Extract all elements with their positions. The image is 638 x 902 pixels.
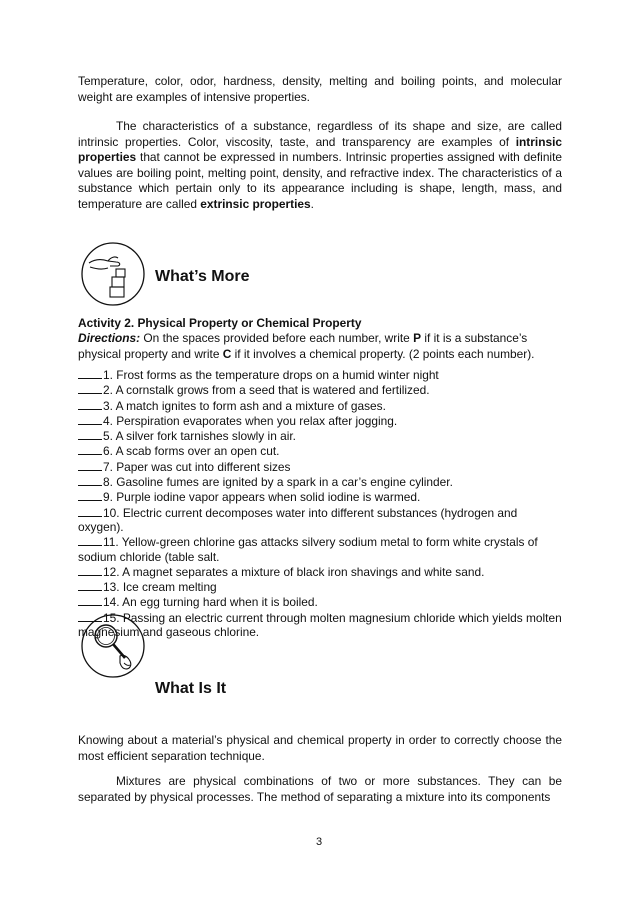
list-item: 6. A scab forms over an open cut. bbox=[78, 443, 562, 458]
list-item: 10. Electric current decomposes water into different substances (hydrogen and oxygen). bbox=[78, 505, 518, 534]
list-item: 13. Ice cream melting bbox=[78, 579, 562, 594]
list-item: 1. Frost forms as the temperature drops on a humid winter night bbox=[78, 367, 562, 382]
list-item: 2. A cornstalk grows from a seed that is watered and fertilized. bbox=[78, 382, 562, 397]
answer-blank[interactable] bbox=[78, 367, 102, 379]
intro-paragraph-2: The characteristics of a substance, regardless of its shape and size, are called intrinsic properties. Color, viscosity, taste, and transparency are examples of intrinsic properties that cannot be expressed in numbers. Intrinsic properties assigned with definite values are boiling point, melting point, density, and refractive index. The characteristics of a substance which pertain only to its appearance including is shape, length, mass, and temperature are called extrinsic properties. bbox=[78, 119, 562, 211]
answer-blank[interactable] bbox=[78, 489, 102, 501]
answer-blank[interactable] bbox=[78, 579, 102, 591]
answer-blank[interactable] bbox=[78, 382, 102, 394]
list-item: 11. Yellow-green chlorine gas attacks silvery sodium metal to form white crystals of sodium chloride (table salt. bbox=[78, 535, 538, 564]
list-item: 15. Passing an electric current through molten magnesium chloride which yields molten magnesium and gaseous chlorine. bbox=[78, 610, 562, 640]
closing-paragraph-1: Knowing about a material’s physical and chemical property in order to correctly choose the most efficient separation technique. bbox=[78, 733, 562, 763]
answer-blank[interactable] bbox=[78, 474, 102, 486]
answer-blank[interactable] bbox=[78, 594, 102, 606]
activity-directions: Directions: On the spaces provided before each number, write P if it is a substance’s physical property and write C if it involves a chemical property. (2 points each number). bbox=[78, 331, 535, 361]
list-item: 12. A magnet separates a mixture of black iron shavings and white sand. bbox=[78, 564, 562, 579]
list-item: 3. A match ignites to form ash and a mixture of gases. bbox=[78, 398, 562, 413]
answer-blank[interactable] bbox=[78, 534, 102, 546]
answer-blank[interactable] bbox=[78, 505, 102, 517]
whats-more-heading: What’s More bbox=[155, 268, 250, 285]
answer-blank[interactable] bbox=[78, 564, 102, 576]
what-is-it-heading: What Is It bbox=[155, 680, 227, 697]
magnifying-glass-icon bbox=[80, 613, 146, 679]
list-item: 14. An egg turning hard when it is boiled. bbox=[78, 594, 562, 609]
answer-blank[interactable] bbox=[78, 459, 102, 471]
page-number: 3 bbox=[315, 836, 323, 848]
list-item: 4. Perspiration evaporates when you relax after jogging. bbox=[78, 413, 562, 428]
answer-blank[interactable] bbox=[78, 443, 102, 455]
list-item: 8. Gasoline fumes are ignited by a spark in a car’s engine cylinder. bbox=[78, 474, 562, 489]
list-item: 9. Purple iodine vapor appears when solid iodine is warmed. bbox=[78, 489, 562, 504]
intro-paragraph-1: Temperature, color, odor, hardness, density, melting and boiling points, and molecular weight are examples of intensive properties. bbox=[78, 74, 562, 104]
activity-item-list bbox=[78, 367, 562, 639]
list-item: 5. A silver fork tarnishes slowly in air. bbox=[78, 428, 562, 443]
list-item: 7. Paper was cut into different sizes bbox=[78, 459, 562, 474]
answer-blank[interactable] bbox=[78, 428, 102, 440]
closing-paragraph-2: Mixtures are physical combinations of two or more substances. They can be separated by physical processes. The method of separating a mixture into its components bbox=[78, 774, 562, 804]
activity-title: Activity 2. Physical Property or Chemical Property bbox=[78, 316, 362, 330]
answer-blank[interactable] bbox=[78, 398, 102, 410]
answer-blank[interactable] bbox=[78, 413, 102, 425]
hand-stacking-blocks-icon bbox=[80, 241, 146, 307]
